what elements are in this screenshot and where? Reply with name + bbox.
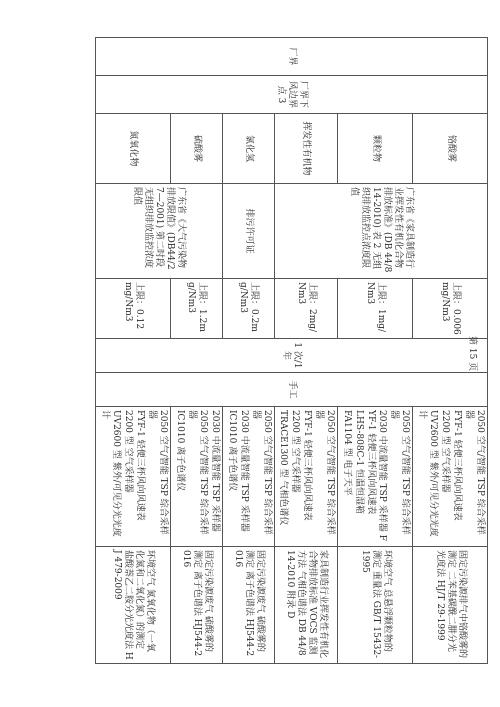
- standard-cell-a: 广东省《家具制造行业挥发性有机化合物排放标准》(DB 44/814-2010) 表 2 无组织排放监控点浓度限值: [274, 184, 487, 279]
- instrument-line: 2050 空气/智能 TSP 综合采样器: [314, 410, 336, 535]
- instrument-line: 2200 型 空气采样器: [440, 410, 451, 493]
- standard-cell-b: 广东省《大气污染物排放限值》(DB44/27—2001) 第二时段无组织排放监控浓度限值: [95, 184, 222, 279]
- instrument-line: 2200 型 空气采样器: [290, 410, 301, 493]
- method-cell: 固定污染源废气 硫酸雾的测定 离子色谱法 HJ544-2016: [170, 547, 222, 664]
- instrument-cell: [95, 407, 170, 547]
- instrument-line: 2030 中流量智能 TSP 采样器 FYF-1 轻便三杯风向风速表: [366, 410, 388, 541]
- instrument-line: FA1104 型 电子天平: [342, 410, 353, 496]
- item-cell: 颗粒物: [338, 114, 413, 184]
- instrument-cell: [413, 407, 488, 547]
- instrument-line: 2050 空气/智能 TSP 综合采样器: [146, 410, 168, 535]
- instrument-line: 2050 空气/智能 TSP 综合采样器: [186, 410, 208, 535]
- instrument-cell: [274, 407, 338, 547]
- method-cell: 环境空气 氮氧化物（一氧化氮和二氧化氮）的测定 盐酸萘乙二胺分光光度法 HJ 479-2009: [95, 547, 170, 664]
- instrument-line: IC1010 离子色谱仪: [226, 410, 237, 492]
- instrument-line: 2030 中流量智能 TSP 采样器: [209, 410, 220, 532]
- instrument-line: 2030 中流量智能 TSP 采样器: [238, 410, 249, 532]
- item-cell: 氮氧化物: [95, 114, 170, 184]
- page-number: 第 15 页: [467, 336, 477, 372]
- item-cell: 氯化氢: [222, 114, 274, 184]
- instrument-line: 2050 空气/智能 TSP 综合采样器: [464, 410, 485, 535]
- instrument-line: 2050 空气/智能 TSP 综合采样器: [250, 410, 272, 535]
- method-cell: 固定污染源废气 硫酸雾的测定 离子色谱法 HJ544-2016: [222, 547, 274, 664]
- instrument-cell: [170, 407, 222, 547]
- instrument-line: IC1010 离子色谱仪: [174, 410, 185, 492]
- instrument-cell: [222, 407, 274, 547]
- frequency-cell: 1 次/1 年: [95, 339, 487, 373]
- instrument-line: UV2600 型 紫外/可见分光光度计: [99, 410, 121, 537]
- item-cell: 硫酸雾: [170, 114, 222, 184]
- item-cell: 挥发性有机物: [274, 114, 338, 184]
- monitoring-table: [95, 37, 488, 664]
- mode-cell: 手工: [95, 373, 487, 407]
- limit-cell: 上限：0.12mg/Nm3: [95, 279, 170, 339]
- rotated-document-sheet: [40, 0, 500, 707]
- location-sub-cell: 厂界下风边界点 3: [95, 76, 487, 114]
- instrument-line: 2050 空气/智能 TSP 综合采样器: [389, 410, 411, 535]
- method-cell: 环境空气 总悬浮颗粒物的测定 重量法 GB/T 15432-1995: [338, 547, 413, 664]
- limit-cell: 上限：1mg/Nm3: [338, 279, 413, 339]
- method-cell: 固定污染源排气中铬酸雾的测定 二苯基碳酰二肼分光光度法 HJ/T 29-1999: [413, 547, 488, 664]
- item-cell: 铬酸雾: [413, 114, 488, 184]
- instrument-line: FYF-1 轻便三杯风向风速表: [452, 410, 463, 521]
- instrument-cell: [338, 407, 413, 547]
- instrument-line: UV2600 型 紫外/可见分光光度计: [417, 410, 439, 537]
- location-main-cell: 厂界: [95, 38, 487, 76]
- instrument-line: LHS-808C-1 恒温恒湿箱: [354, 410, 365, 515]
- limit-cell: 上限：2mg/Nm3: [274, 279, 338, 339]
- limit-cell: 上限：0.006mg/Nm3: [413, 279, 488, 339]
- instrument-line: 2200 型 空气采样器: [122, 410, 133, 493]
- method-cell: 家具制造行业挥发性有机化合物排放标准 VOCS 监测方法 气相色谱法 DB 44/814-2010 附录 D: [274, 547, 338, 664]
- permit-note-cell: 排污许可证: [222, 184, 274, 279]
- instrument-line: FYF-1 轻便三杯风向风速表: [302, 410, 313, 521]
- limit-cell: 上限：1.2mg/Nm3: [170, 279, 222, 339]
- instrument-line: FYF-1 轻便三杯风向风速表: [134, 410, 145, 521]
- instrument-line: TRACE1300 型 气相色谱仪: [278, 410, 289, 526]
- limit-cell: 上限：0.2mg/Nm3: [222, 279, 274, 339]
